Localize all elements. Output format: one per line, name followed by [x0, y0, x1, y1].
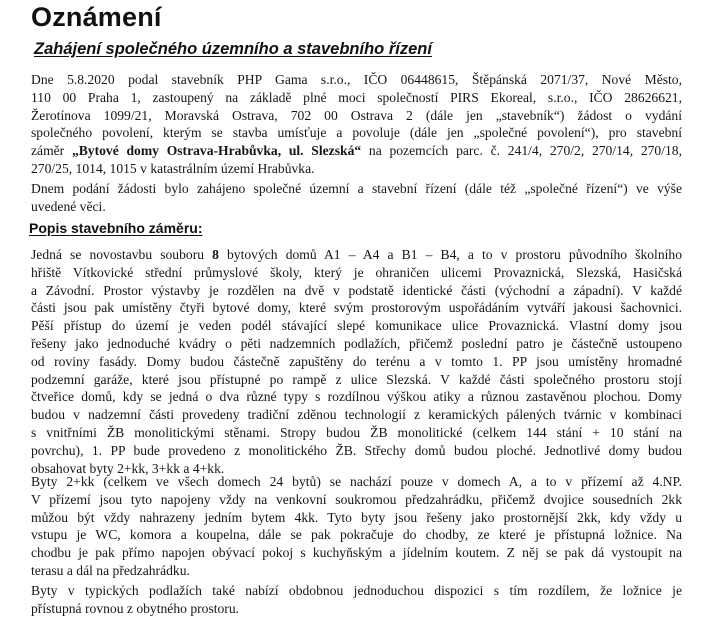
section-heading: Popis stavebního záměru:	[29, 220, 203, 236]
text-line: Dnem podání žádosti bylo zahájeno společné územní a stavební řízení (dále též „společné řízení“) ve výše	[31, 181, 682, 196]
text-line: V přízemí jsou tyto napojeny vždy na venkovní soukromou předzahrádku, přičemž dvojice sousedních 2kk	[31, 491, 682, 507]
text-line: budou v nadzemní části provedeny tradiční zděnou technologií z keramických pálených tvárnic v kombinaci	[31, 407, 682, 423]
text-line: podzemní garáže, které jsou přístupné po rampě z ulice Slezská. V každé části společného prostoru stojí	[31, 371, 682, 387]
text-line	[31, 142, 682, 160]
text-line: společného povolení, kterým se stavba umísťuje a povoluje (dále jen „společné povolení“), pro stavební	[31, 125, 682, 141]
text-line: Byty v typických podlažích také nabízí obdobnou jednoduchou dispozici s tím rozdílem, že ložnice je	[31, 583, 682, 598]
text-line: obsahovat byty 2+kk, 3+kk a 4+kk.	[31, 460, 225, 476]
text-line: Byty 2+kk (celkem ve všech domech 24 bytů) se nachází pouze v domech A, a to v přízemí až 4.NP.	[31, 474, 682, 489]
paragraph-proceedings	[31, 180, 682, 216]
text-line: přístupná rovnou z obytného prostoru.	[31, 600, 240, 616]
text-line: povrchu), 1. PP bude provedeno z monolitického ŽB. Střechy domů budou ploché. Jednotlivé domy budou	[31, 442, 682, 458]
text-line: 110 00 Praha 1, zastoupený na základě plné moci společností PIRS Ekoreal, s.r.o., IČO 28626621,	[31, 89, 682, 105]
text-line: části jsou pak umístěny čtyři bytové domy, které svým prostorovým uspořádáním vytváří jakousi šachovnici.	[31, 300, 682, 316]
text-line: řešeny jako jednoduché kvádry o pěti nadzemních podlažích, přičemž poslední patro je částečně ustoupeno	[31, 335, 682, 351]
document-subtitle: Zahájení společného územního a stavebního řízení	[34, 40, 432, 58]
text-line	[31, 246, 682, 264]
text-line: čtveřice domů, kdy se jedná o dva různé typy s rozdílnou výškou atiky a různou zastavěnou plochou. Domy	[31, 389, 682, 405]
text-fragment: 8	[212, 247, 219, 262]
text-line: vstupu je WC, komora a koupelna, dále se pak pokračuje do chodby, ze které je přístupná ložnice. Na	[31, 527, 682, 543]
text-line: uvedené věci.	[31, 198, 106, 214]
text-fragment: Jedná se novostavbu souboru	[31, 247, 213, 262]
text-line: 270/25, 1014, 1015 v katastrálním území Hrabůvka.	[31, 160, 315, 176]
text-line: Dne 5.8.2020 podal stavebník PHP Gama s.r.o., IČO 06448615, Štěpánská 2071/37, Nové Město,	[31, 72, 682, 87]
paragraph-application	[31, 71, 682, 178]
text-line: můžou být vždy nahrazeny jedním bytem 4kk. Tyto byty jsou řešeny jako prostornější 2kk, kdy vždy u	[31, 509, 682, 525]
text-fragment: na pozemcích parc. č. 241/4, 270/2, 270/14, 270/18,	[361, 143, 682, 159]
text-line: chodbu je pak přímo napojen obývací pokoj s kuchyňským a jídelním koutem. Z něj se pak dá vystoupit na	[31, 545, 682, 561]
text-line: Žerotínova 1099/21, Moravská Ostrava, 702 00 Ostrava 2 (dále jen „stavebník“) žádost o vydání	[31, 107, 682, 123]
text-line: od roviny fasády. Domy budou částečně zapuštěny do terénu a v tomto 1. PP jsou umístěny hromadné	[31, 353, 682, 369]
text-line: s vnitřními ŽB monolitickými stěnami. Stropy budou ŽB monolitické (celkem 144 stání + 10 stání na	[31, 424, 682, 440]
text-line: Pěší přístup do území je veden podél stávající slepé komunikace ulice Provaznická. Vlastní domy jsou	[31, 318, 682, 334]
paragraph-flats-2kk	[31, 473, 682, 580]
text-line: terasu a dál na předzahrádku.	[31, 562, 190, 578]
document-title: Oznámení	[31, 2, 162, 32]
paragraph-typical-floors	[31, 582, 682, 618]
text-line: a Závodní. Prostor výstavby je rozdělen na dvě v podstatě identické části (východní a západní). V každé	[31, 282, 682, 298]
text-fragment: bytových domů A1 – A4 a B1 – B4, a to v prostoru původního školního	[218, 247, 682, 262]
text-fragment: záměr	[31, 143, 72, 159]
text-line: hřiště Vítkovické střední průmyslové školy, který je ohraničen ulicemi Provaznická, Slezská, Hasičská	[31, 264, 682, 280]
paragraph-description	[31, 246, 682, 477]
project-name: „Bytové domy Ostrava-Hrabůvka, ul. Slezská“	[71, 143, 362, 159]
